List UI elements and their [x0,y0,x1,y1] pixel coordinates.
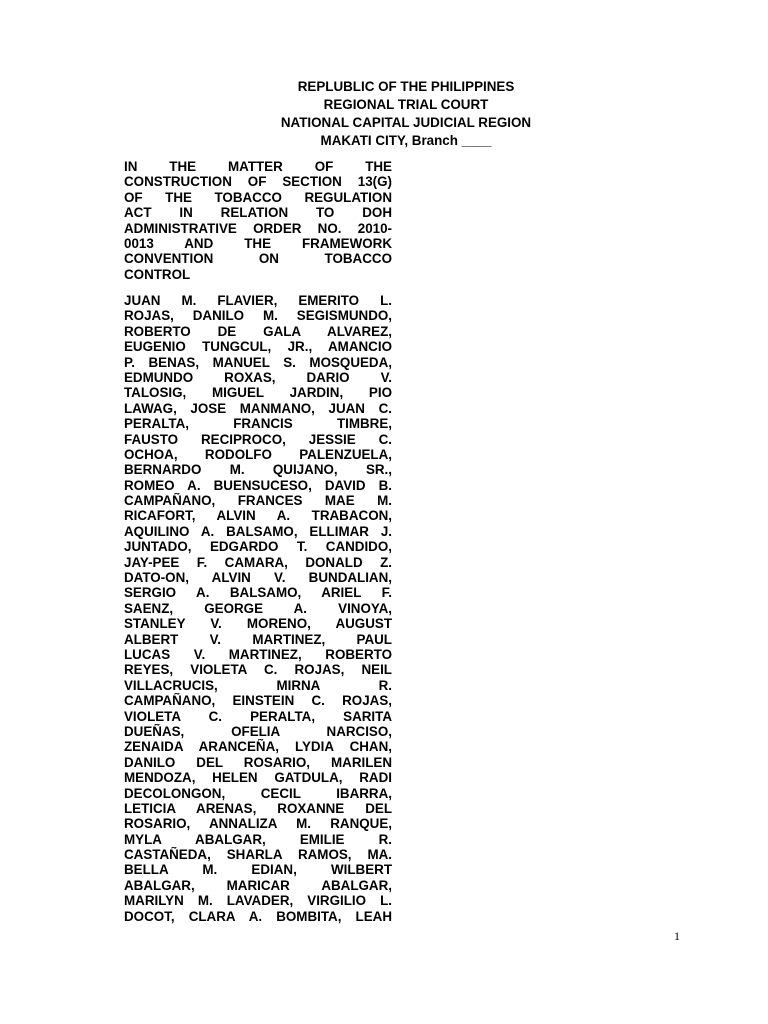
party-line: STANLEY V. MORENO, AUGUST [124,616,392,632]
party-line: REYES, VIOLETA C. ROJAS, NEIL [124,662,392,678]
party-line: SAENZ, GEORGE A. VINOYA, [124,600,392,616]
party-line: JUNTADO, EDGARDO T. CANDIDO, [124,539,392,555]
party-line: ABALGAR, MARICAR ABALGAR, [124,877,392,893]
party-line: LAWAG, JOSE MANMANO, JUAN C. [124,400,392,416]
party-line: ROMEO A. BUENSUCESO, DAVID B. [124,477,392,493]
matter-line: IN THE MATTER OF THE [124,159,392,174]
party-line: MYLA ABALGAR, EMILIE R. [124,831,392,847]
party-line: AQUILINO A. BALSAMO, ELLIMAR J. [124,523,392,539]
party-line: VILLACRUCIS, MIRNA R. [124,677,392,693]
page-number: 1 [674,929,680,943]
party-line: LUCAS V. MARTINEZ, ROBERTO [124,646,392,662]
party-line: CAMPAÑANO, FRANCES MAE M. [124,493,392,509]
party-line: EUGENIO TUNGCUL, JR., AMANCIO [124,339,392,355]
court-header [220,78,592,150]
matter-line: CONSTRUCTION OF SECTION 13(G) [124,174,392,190]
party-line: DATO-ON, ALVIN V. BUNDALIAN, [124,570,392,586]
party-line: EDMUNDO ROXAS, DARIO V. [124,369,392,385]
party-line: DUEÑAS, OFELIA NARCISO, [124,723,392,739]
matter-line: ADMINISTRATIVE ORDER NO. 2010- [124,220,392,236]
party-line: P. BENAS, MANUEL S. MOSQUEDA, [124,354,392,370]
party-line: OCHOA, RODOLFO PALENZUELA, [124,446,392,462]
party-line: JUAN M. FLAVIER, EMERITO L. [124,293,392,308]
party-line: ZENAIDA ARANCEÑA, LYDIA CHAN, [124,739,392,755]
party-line: DANILO DEL ROSARIO, MARILEN [124,754,392,770]
party-list [124,293,392,924]
party-line: DOCOT, CLARA A. BOMBITA, LEAH [124,908,392,924]
party-line: MARILYN M. LAVADER, VIRGILIO L. [124,893,392,909]
party-line: BERNARDO M. QUIJANO, SR., [124,462,392,478]
case-matter [124,159,392,282]
party-line: ROSARIO, ANNALIZA M. RANQUE, [124,816,392,832]
party-line: CAMPAÑANO, EINSTEIN C. ROJAS, [124,693,392,709]
header-city-branch: MAKATI CITY, Branch ____ [320,133,492,148]
party-line: PERALTA, FRANCIS TIMBRE, [124,416,392,432]
party-line: DECOLONGON, CECIL IBARRA, [124,785,392,801]
party-line: BELLA M. EDIAN, WILBERT [124,862,392,878]
party-line: LETICIA ARENAS, ROXANNE DEL [124,800,392,816]
party-line: ROBERTO DE GALA ALVAREZ, [124,323,392,339]
matter-line: CONVENTION ON TOBACCO [124,251,392,267]
party-line: RICAFORT, ALVIN A. TRABACON, [124,508,392,524]
header-republic: REPLUBLIC OF THE PHILIPPINES [297,79,515,94]
header-region: NATIONAL CAPITAL JUDICIAL REGION [280,115,532,130]
matter-line: CONTROL [124,266,191,282]
matter-line: 0013 AND THE FRAMEWORK [124,235,392,251]
party-line: JAY-PEE F. CAMARA, DONALD Z. [124,554,392,570]
party-line: ROJAS, DANILO M. SEGISMUNDO, [124,308,392,324]
party-line: TALOSIG, MIGUEL JARDIN, PIO [124,385,392,401]
matter-line: OF THE TOBACCO REGULATION [124,189,392,205]
party-line: FAUSTO RECIPROCO, JESSIE C. [124,431,392,447]
party-line: VIOLETA C. PERALTA, SARITA [124,708,392,724]
party-line: SERGIO A. BALSAMO, ARIEL F. [124,585,392,601]
party-line: ALBERT V. MARTINEZ, PAUL [124,631,392,647]
header-court: REGIONAL TRIAL COURT [323,97,489,112]
party-line: MENDOZA, HELEN GATDULA, RADI [124,770,392,786]
party-line: CASTAÑEDA, SHARLA RAMOS, MA. [124,847,392,863]
matter-line: ACT IN RELATION TO DOH [124,205,392,221]
